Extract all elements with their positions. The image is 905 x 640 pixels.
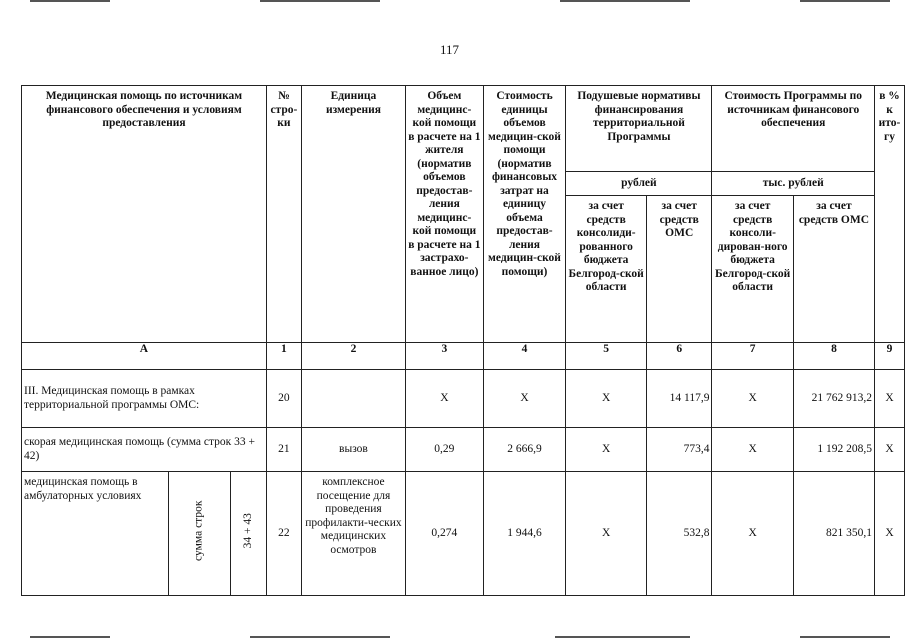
row-value-8: 21 762 913,2 bbox=[793, 370, 874, 428]
index-cell-8: 8 bbox=[793, 343, 874, 370]
header-row-titles bbox=[22, 86, 905, 172]
row-value-4: X bbox=[483, 370, 566, 428]
row-value-9: X bbox=[875, 472, 905, 596]
index-cell-9: 9 bbox=[875, 343, 905, 370]
program-cost-table bbox=[21, 85, 905, 596]
row-name: скорая медицинская помощь (сумма строк 33 + 42) bbox=[22, 428, 267, 472]
index-cell-7: 7 bbox=[712, 343, 793, 370]
index-cell-4: 4 bbox=[483, 343, 566, 370]
top-scan-line-far-right bbox=[800, 0, 890, 2]
top-scan-line-left bbox=[30, 0, 110, 2]
header-unit-rubles: рублей bbox=[566, 172, 712, 196]
table-row bbox=[22, 428, 905, 472]
row-value-8: 821 350,1 bbox=[793, 472, 874, 596]
header-group-program-cost: Стоимость Программы по источникам финансового обеспечения bbox=[712, 86, 875, 172]
row-value-9: X bbox=[875, 428, 905, 472]
row-unit: вызов bbox=[301, 428, 405, 472]
row-value-5: X bbox=[566, 370, 647, 428]
row-value-5: X bbox=[566, 428, 647, 472]
index-cell-2: 2 bbox=[301, 343, 405, 370]
row-name: III. Медицинская помощь в рамках территориальной программы ОМС: bbox=[22, 370, 267, 428]
side-label-lines-text: 34 + 43 bbox=[241, 513, 254, 549]
top-scan-line-right bbox=[560, 0, 690, 2]
bottom-scan-line-far-right bbox=[800, 636, 890, 638]
row-line-number: 21 bbox=[266, 428, 301, 472]
row-value-3: 0,29 bbox=[406, 428, 484, 472]
header-col-8: за счет средств ОМС bbox=[793, 196, 874, 343]
row-value-7: X bbox=[712, 472, 793, 596]
row-value-4: 1 944,6 bbox=[483, 472, 566, 596]
index-cell-5: 5 bbox=[566, 343, 647, 370]
header-col-9: в % к ито-гу bbox=[875, 86, 905, 343]
bottom-scan-line-right bbox=[555, 636, 690, 638]
header-col-6: за счет средств ОМС bbox=[646, 196, 712, 343]
row-value-3: 0,274 bbox=[406, 472, 484, 596]
row-unit: комплексное посещение для проведения профилакти-ческих медицинских осмотров bbox=[301, 472, 405, 596]
header-col-7: за счет средств консоли-дирован-ного бюджета Белгород-ской области bbox=[712, 196, 793, 343]
row-value-6: 773,4 bbox=[646, 428, 712, 472]
row-name: медицинская помощь в амбулаторных условиях bbox=[22, 472, 169, 596]
row-value-6: 14 117,9 bbox=[646, 370, 712, 428]
side-label-sum-text: сумма строк bbox=[192, 500, 205, 562]
index-cell-3: 3 bbox=[406, 343, 484, 370]
bottom-scan-line-left bbox=[30, 636, 110, 638]
row-value-3: X bbox=[406, 370, 484, 428]
row-line-number: 20 bbox=[266, 370, 301, 428]
row-value-5: X bbox=[566, 472, 647, 596]
bottom-scan-line-middle bbox=[250, 636, 390, 638]
row-value-7: X bbox=[712, 428, 793, 472]
index-cell-6: 6 bbox=[646, 343, 712, 370]
row-value-4: 2 666,9 bbox=[483, 428, 566, 472]
row-unit bbox=[301, 370, 405, 428]
header-group-per-capita: Подушевые нормативы финансирования территориальной Программы bbox=[566, 86, 712, 172]
row-value-9: X bbox=[875, 370, 905, 428]
header-col-2: Единица измерения bbox=[301, 86, 405, 343]
row-side-label-lines bbox=[230, 472, 266, 596]
header-col-4: Стоимость единицы объемов медицин-ской помощи (норматив финансовых затрат на единицу объема предостав-ления медицин-ской помощи) bbox=[483, 86, 566, 343]
index-cell-1: 1 bbox=[266, 343, 301, 370]
row-line-number: 22 bbox=[266, 472, 301, 596]
row-value-6: 532,8 bbox=[646, 472, 712, 596]
header-unit-thousand-rubles: тыс. рублей bbox=[712, 172, 875, 196]
header-col-3: Объем медицинс-кой помощи в расчете на 1 жителя (норматив объемов предостав-ления медицинс-кой помощи в расчете на 1 застрахо-ванное лицо) bbox=[406, 86, 484, 343]
row-value-8: 1 192 208,5 bbox=[793, 428, 874, 472]
header-col-1: № стро-ки bbox=[266, 86, 301, 343]
column-index-row bbox=[22, 343, 905, 370]
header-col-a: Медицинская помощь по источникам финансового обеспечения и условиям предоставления bbox=[22, 86, 267, 343]
row-value-7: X bbox=[712, 370, 793, 428]
header-col-5: за счет средств консолиди-рованного бюджета Белгород-ской области bbox=[566, 196, 647, 343]
index-cell-a: А bbox=[22, 343, 267, 370]
top-scan-line-middle bbox=[260, 0, 380, 2]
table-row bbox=[22, 370, 905, 428]
table-row bbox=[22, 472, 905, 596]
page-number: 117 bbox=[440, 42, 460, 57]
row-side-label-sum bbox=[169, 472, 230, 596]
